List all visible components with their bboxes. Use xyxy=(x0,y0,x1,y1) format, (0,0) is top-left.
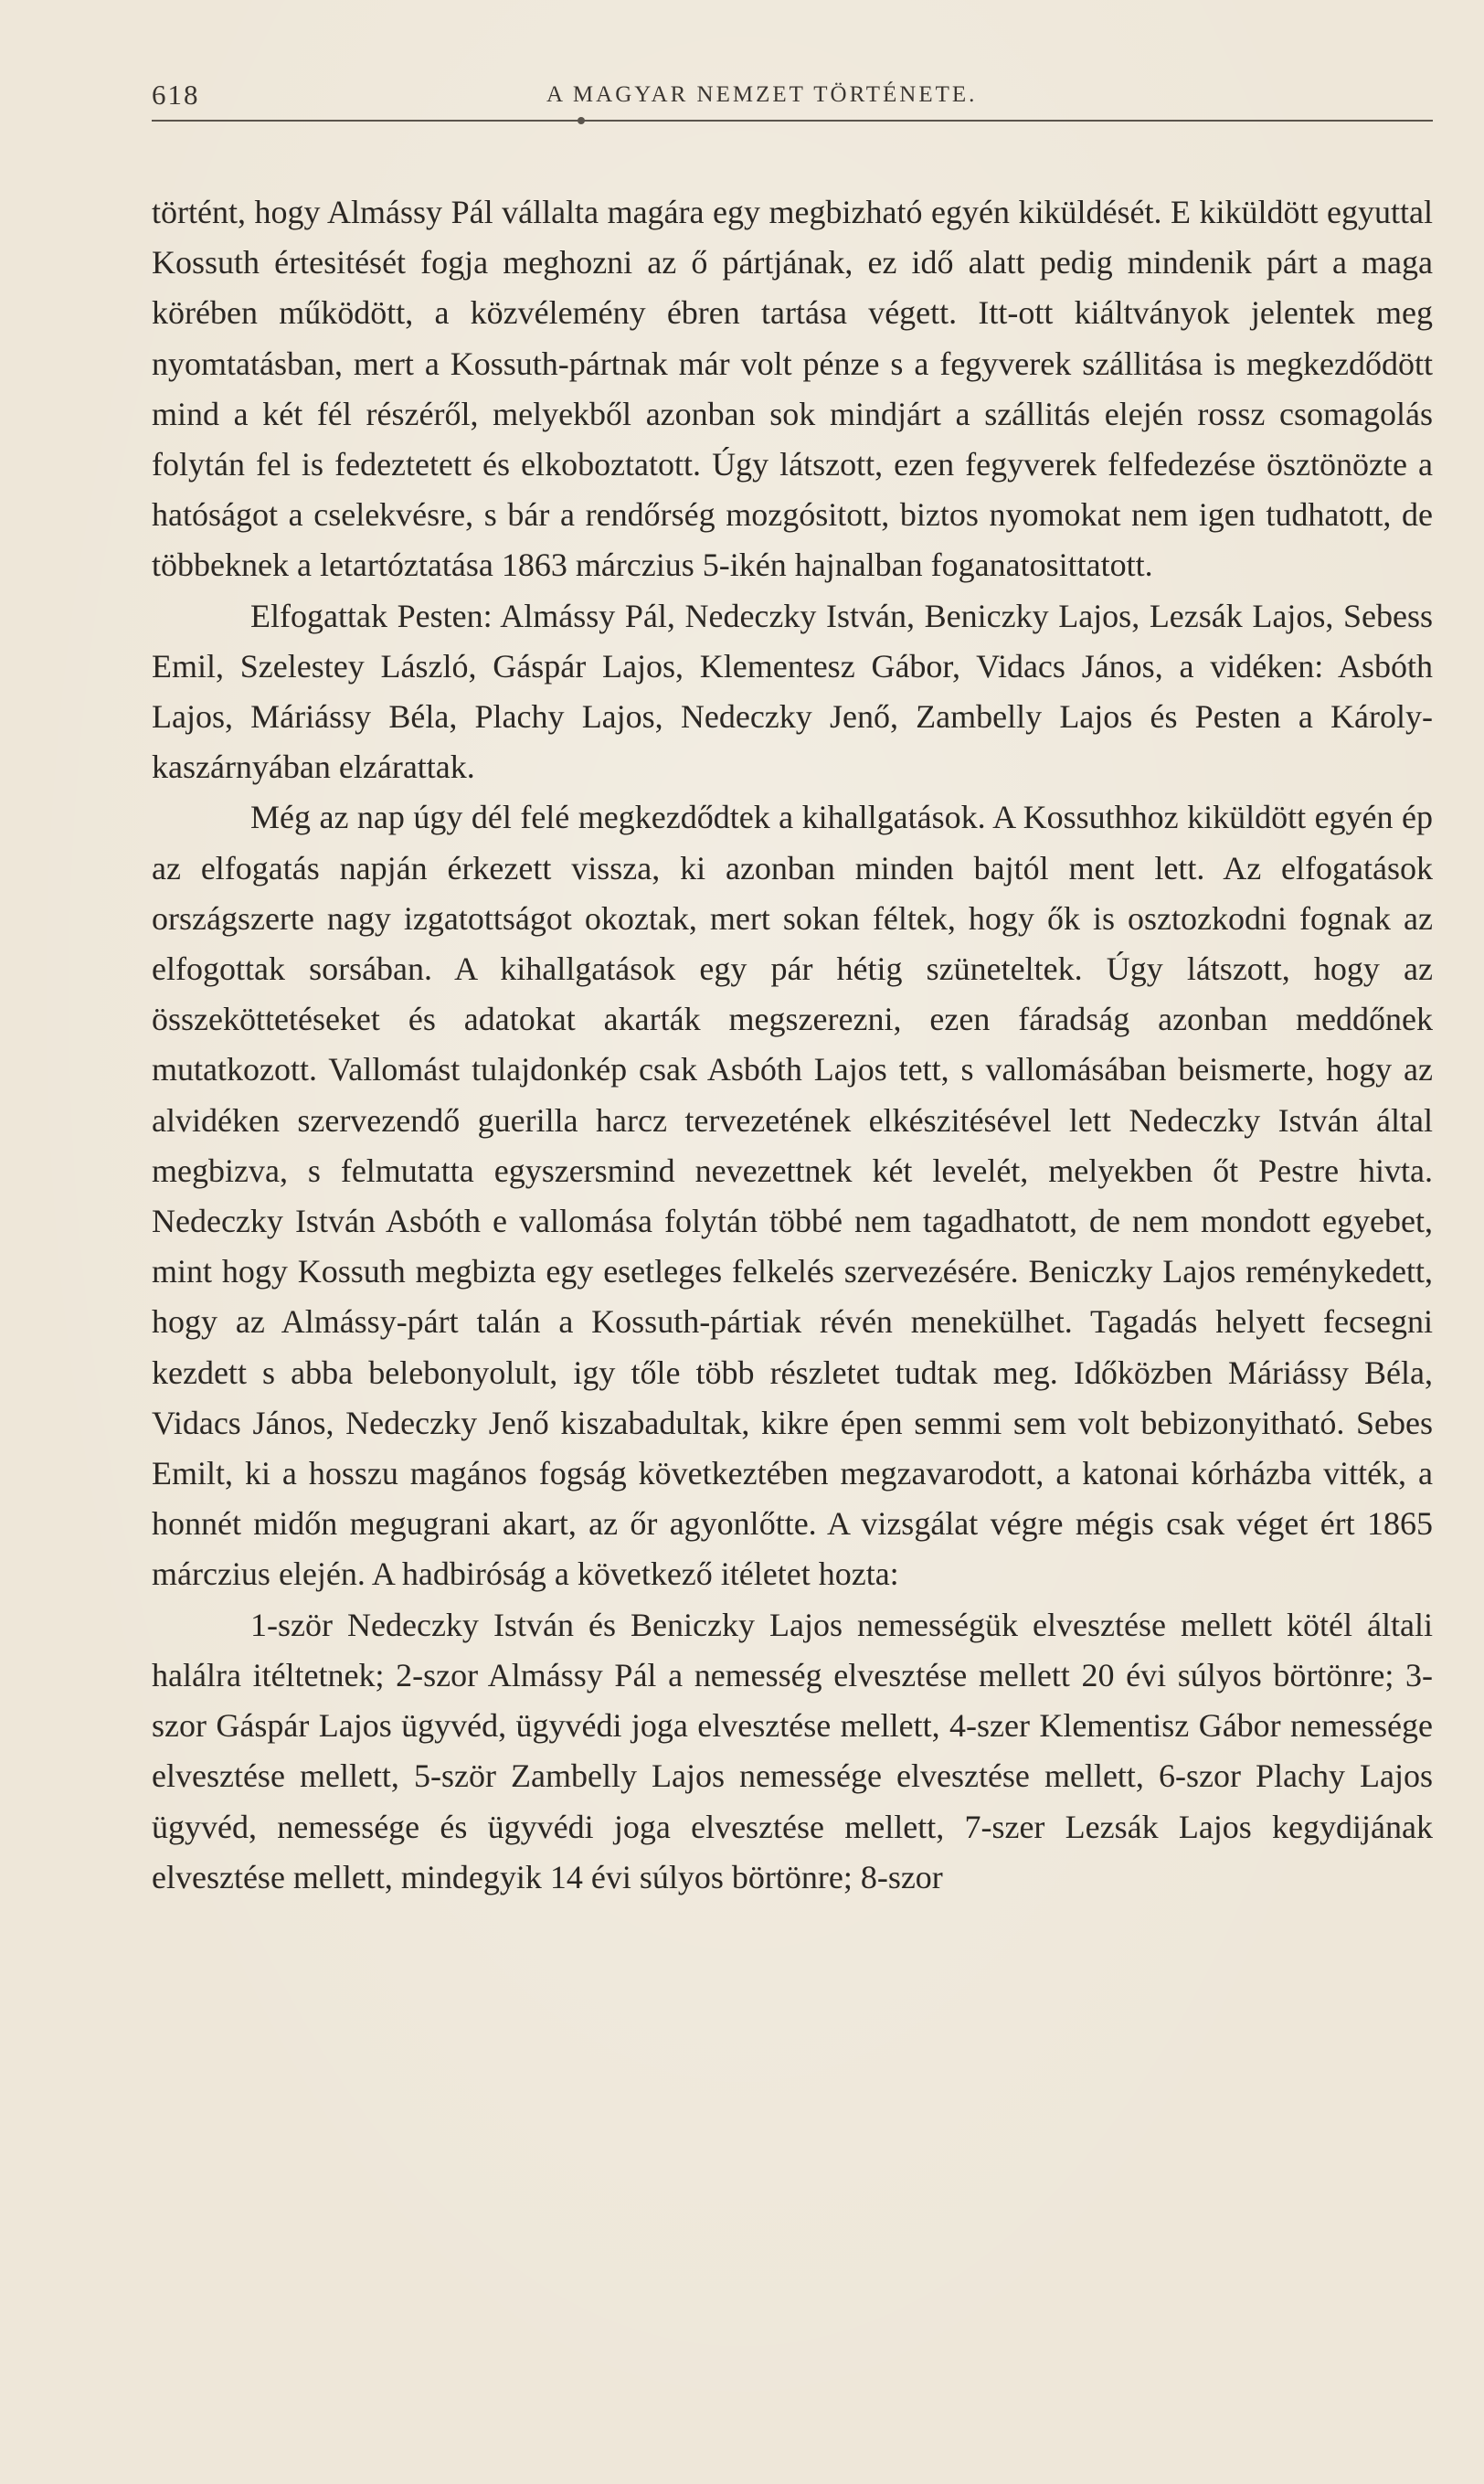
page-header xyxy=(152,79,1431,115)
paragraph-interrogations: Még az nap úgy dél felé megkezdődtek a kihallgatások. A Kossuthhoz kiküldött egyén ép az elfogatás napján érkezett vissza, ki azonban minden bajtól ment lett. Az elfogatások országszerte nagy izgatottságot okoztak, mert sokan féltek, hogy ők is osztozkodni fognak az elfogottak sorsában. A kihallgatások egy pár hétig szüneteltek. Úgy látszott, hogy az összeköttetéseket és adatokat akarták megszerezni, ezen fáradság azonban meddőnek mutatkozott. Vallomást tulajdonkép csak Asbóth Lajos tett, s vallomásában beismerte, hogy az alvidéken szervezendő guerilla harcz tervezetének elkészitésével lett Nedeczky István által megbizva, s felmutatta egyszersmind nevezettnek két levelét, melyekben őt Pestre hivta. Nedeczky István Asbóth e vallomása folytán többé nem tagadhatott, de nem mondott egyebet, mint hogy Kossuth megbizta egy esetleges felkelés szervezésére. Beniczky Lajos reménykedett, hogy az Almássy-párt talán a Kossuth-pártiak révén menekülhet. Tagadás helyett fecsegni kezdett s abba belebonyolult, igy tőle több részletet tudtak meg. Időközben Máriássy Béla, Vidacs János, Nedeczky Jenő kiszabadultak, kikre épen semmi sem volt bebizonyitható. Sebes Emilt, ki a hosszu magános fogság következtében megzavarodott, a katonai kórházba vitték, a honnét midőn megugrani akart, az őr agyonlőtte. A vizsgálat végre mégis csak véget ért 1865 márczius elején. A hadbiróság a következő itéletet hozta: xyxy=(152,799,1433,1593)
body-text xyxy=(152,187,1433,1903)
header-rule-ornament xyxy=(578,117,585,124)
header-rule xyxy=(152,120,1433,122)
paragraph-continuation: történt, hogy Almássy Pál vállalta magára egy megbizható egyén kiküldését. E kiküldött egyuttal Kossuth értesitését fogja meghozni az ő pártjának, ez idő alatt pedig mindenik párt a maga körében működött, a közvélemény ébren tartása végett. Itt-ott kiáltványok jelentek meg nyomtatásban, mert a Kossuth-pártnak már volt pénze s a fegyverek szállitása is megkezdődött mind a két fél részéről, melyekből azonban sok mindjárt a szállitás elején rossz csomagolás folytán fel is fedeztetett és elkoboztatott. Úgy látszott, ezen fegyverek felfedezése ösztönözte a hatóságot a cselekvésre, s bár a rendőrség mozgósitott, biztos nyomokat nem igen tudhatott, de többeknek a letartóztatása 1863 márczius 5-ikén hajnalban foganatosittatott. xyxy=(152,194,1433,584)
running-title: A MAGYAR NEMZET TÖRTÉNETE. xyxy=(546,82,978,107)
page-number: 618 xyxy=(152,79,200,111)
paragraph-verdict: 1-ször Nedeczky István és Beniczky Lajos nemességük elvesztése mellett kötél általi halálra itéltetnek; 2-szor Almássy Pál a nemesség elvesztése mellett 20 évi súlyos börtönre; 3-szor Gáspár Lajos ügyvéd, ügyvédi joga elvesztése mellett, 4-szer Klementisz Gábor nemessége elvesztése mellett, 5-ször Zambelly Lajos nemessége elvesztése mellett, 6-szor Plachy Lajos ügyvéd, nemessége és ügyvédi joga elvesztése mellett, 7-szer Lezsák Lajos kegydijának elvesztése mellett, mindegyik 14 évi súlyos börtönre; 8-szor xyxy=(152,1606,1433,1895)
paragraph-arrests: Elfogattak Pesten: Almássy Pál, Nedeczky István, Beniczky Lajos, Lezsák Lajos, Sebess Emil, Szelestey László, Gáspár Lajos, Klementesz Gábor, Vidacs János, a vidéken: Asbóth Lajos, Máriássy Béla, Plachy Lajos, Nedeczky Jenő, Zambelly Lajos és Pesten a Károly-kaszárnyában elzárattak. xyxy=(152,597,1433,786)
